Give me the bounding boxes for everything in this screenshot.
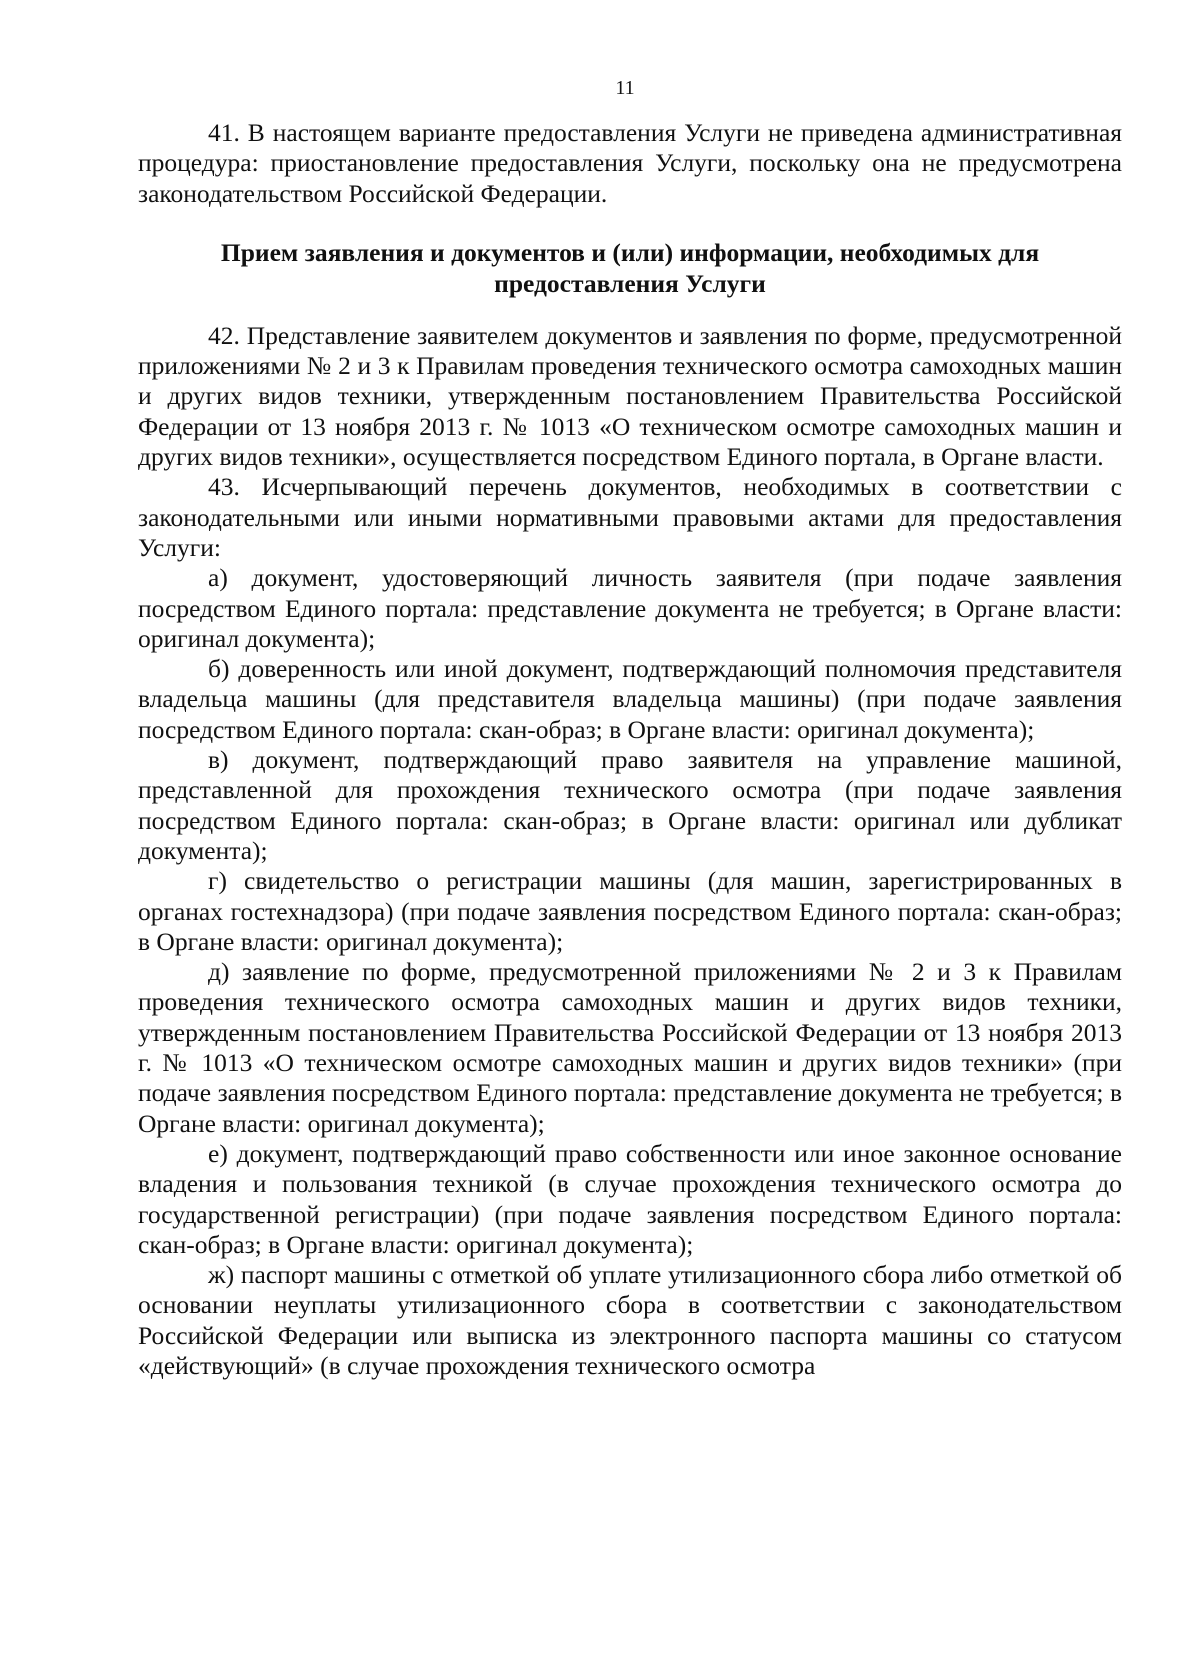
list-item-g: г) свидетельство о регистрации машины (для машин, зарегистрированных в органах гостехнадзора) (при подаче заявления посредством Единого портала: скан-образ; в Органе власти: оригинал документа); — [138, 866, 1122, 956]
paragraph-41: 41. В настоящем варианте предоставления Услуги не приведена административная процедура: приостановление предоставления Услуги, поскольку она не предусмотрена законодательством Российской Федерации. — [138, 118, 1122, 208]
list-item-zh: ж) паспорт машины с отметкой об уплате утилизационного сбора либо отметкой об основании неуплаты утилизационного сбора в соответствии с законодательством Российской Федерации или выписка из электронного паспорта машины со статусом «действующий» (в случае прохождения технического осмотра — [138, 1260, 1122, 1380]
document-body — [138, 118, 1122, 1381]
list-item-d: д) заявление по форме, предусмотренной приложениями № 2 и 3 к Правилам проведения технического осмотра самоходных машин и других видов техники, утвержденным постановлением Правительства Российской Федерации от 13 ноября 2013 г. № 1013 «О техническом осмотре самоходных машин и других видов техники» (при подаче заявления посредством Единого портала: представление документа не требуется; в Органе власти: оригинал документа); — [138, 957, 1122, 1138]
list-item-e: е) документ, подтверждающий право собственности или иное законное основание владения и пользования техникой (в случае прохождения технического осмотра до государственной регистрации) (при подаче заявления посредством Единого портала: скан-образ; в Органе власти: оригинал документа); — [138, 1138, 1122, 1259]
list-item-b: б) доверенность или иной документ, подтверждающий полномочия представителя владельца машины (для представителя владельца машины) (при подаче заявления посредством Единого портала: скан-образ; в Органе власти: оригинал документа); — [138, 654, 1122, 744]
paragraph-43: 43. Исчерпывающий перечень документов, необходимых в соответствии с законодательными или иными нормативными правовыми актами для предоставления Услуги: — [138, 472, 1122, 562]
list-item-a: а) документ, удостоверяющий личность заявителя (при подаче заявления посредством Единого портала: представление документа не требуется; в Органе власти: оригинал документа); — [138, 563, 1122, 653]
list-item-v: в) документ, подтверждающий право заявителя на управление машиной, представленной для прохождения технического осмотра (при подаче заявления посредством Единого портала: скан-образ; в Органе власти: оригинал или дубликат документа); — [138, 745, 1122, 865]
page-number: 11 — [615, 77, 635, 99]
section-heading-line-1: Прием заявления и документов и (или) информации, необходимых для — [220, 237, 1040, 267]
section-heading-line-2: предоставления Услуги — [494, 268, 766, 298]
paragraph-42: 42. Представление заявителем документов и заявления по форме, предусмотренной приложениями № 2 и 3 к Правилам проведения технического осмотра самоходных машин и других видов техники, утвержденным постановлением Правительства Российской Федерации от 13 ноября 2013 г. № 1013 «О техническом осмотре самоходных машин и других видов техники», осуществляется посредством Единого портала, в Органе власти. — [138, 320, 1122, 472]
section-heading — [138, 237, 1122, 299]
